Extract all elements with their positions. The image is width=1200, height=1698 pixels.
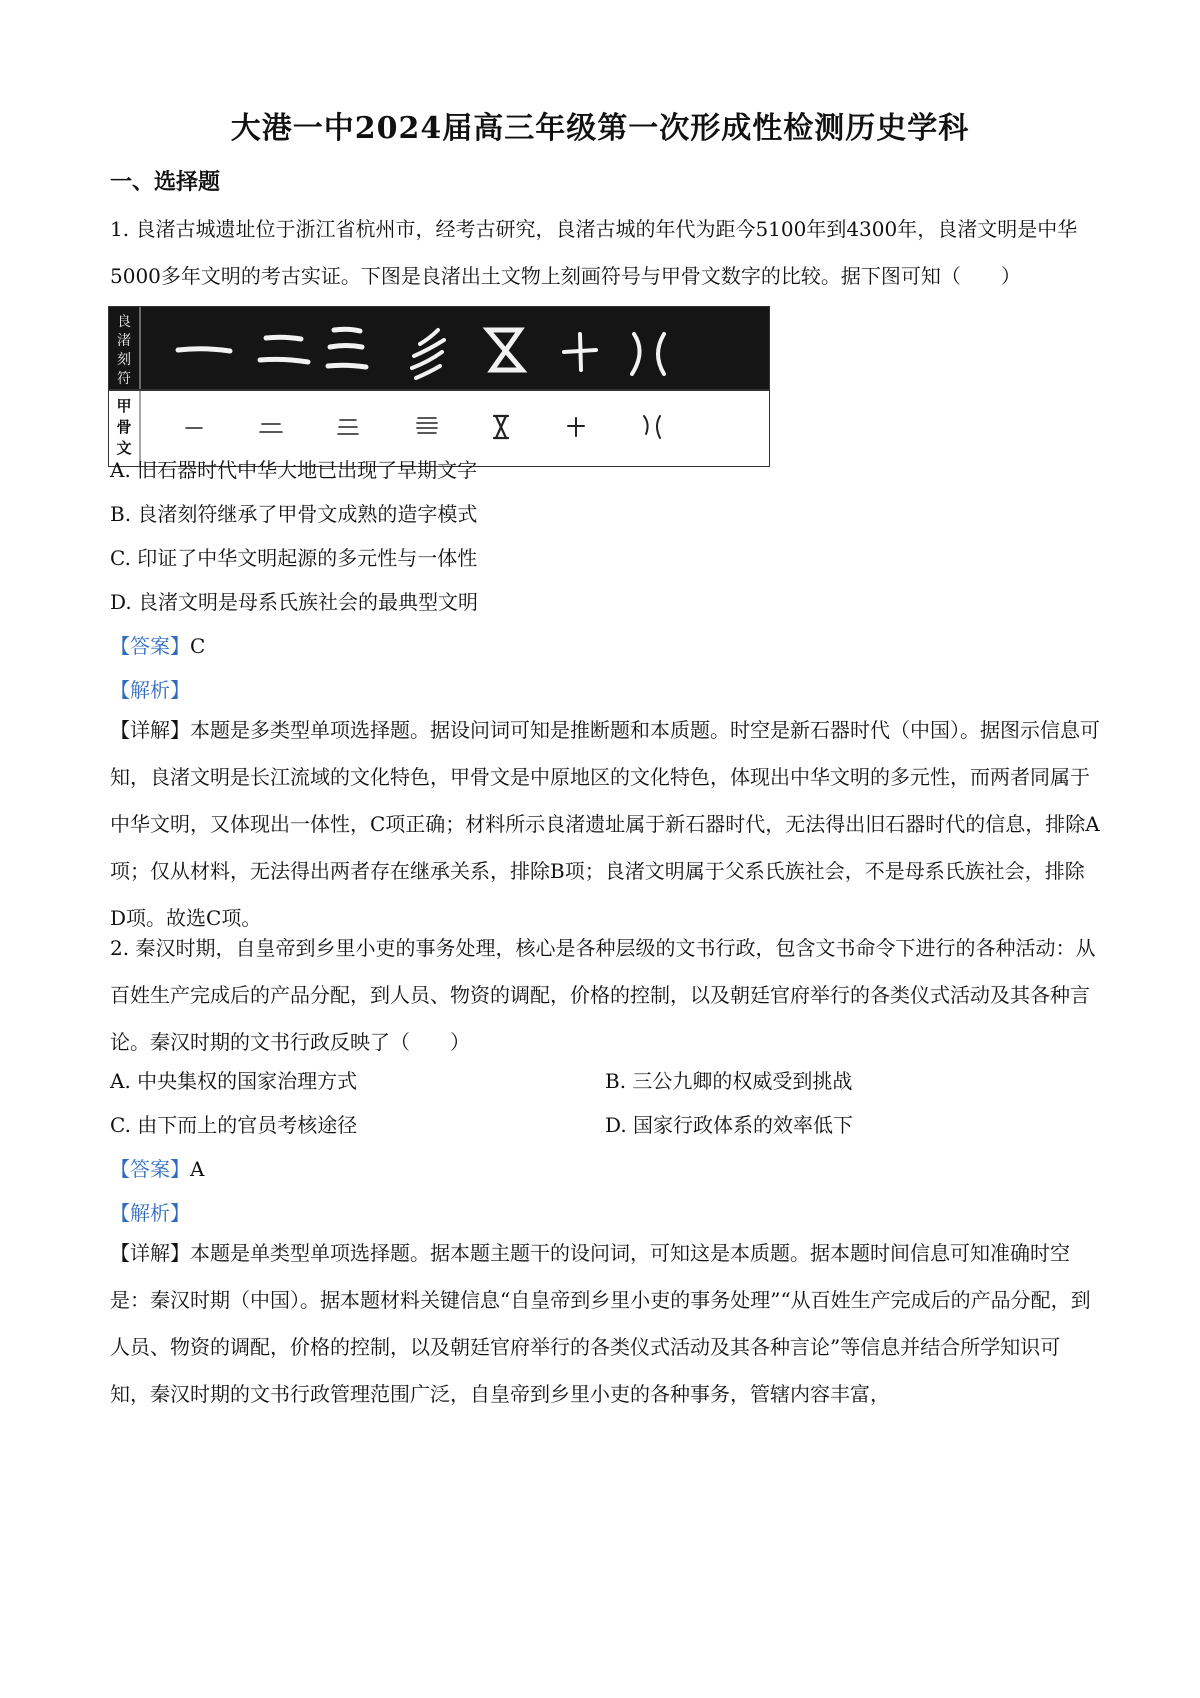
figure-label-row1-char: 刻 [117, 352, 131, 368]
q2-answer-line [110, 1154, 204, 1184]
q1-answer-value: C [190, 634, 206, 658]
q2-option-b: B. 三公九卿的权威受到挑战 [605, 1069, 853, 1093]
document-title: 大港一中2024届高三年级第一次形成性检测历史学科 [230, 111, 970, 146]
answer-tag: 【答案】 [110, 634, 190, 658]
q2-stem: 2. 秦汉时期，自皇帝到乡里小吏的事务处理，核心是各种层级的文书行政，包含文书命令下进行的各种活动：从百姓生产完成后的产品分配，到人员、物资的调配，价格的控制，以及朝廷官府举行的各类仪式活动及其各种言论。秦汉时期的文书行政反映了（ ） [110, 936, 1096, 1054]
figure-label-row2-char: 骨 [116, 418, 132, 436]
q1-answer-line [110, 631, 205, 661]
q2-analysis-tag [110, 1198, 190, 1228]
analysis-tag: 【解析】 [110, 1201, 190, 1225]
q1-option-a: A. 旧石器时代中华大地已出现了早期文字 [110, 458, 478, 482]
analysis-tag: 【解析】 [110, 678, 190, 702]
section-heading: 一、选择题 [110, 169, 221, 195]
figure-label-row2-char: 甲 [116, 397, 132, 415]
q1-detail-text: 本题是多类型单项选择题。据设问词可知是推断题和本质题。时空是新石器时代（中国）。据图示信息可知，良渚文明是长江流域的文化特色，甲骨文是中原地区的文化特色，体现出中华文明的多元性，而两者同属于中华文明，又体现出一体性，C项正确；材料所示良渚遗址属于新石器时代，无法得出旧石器时代的信息，排除A项；仅从材料，无法得出两者存在继承关系，排除B项；良渚文明属于父系氏族社会，不是母系氏族社会，排除D项。故选C项。 [110, 718, 1100, 930]
figure-label-row1-char: 渚 [117, 333, 131, 349]
figure-label-row1-char: 符 [117, 371, 131, 387]
q2-detail-text: 本题是单类型单项选择题。据本题主题干的设问词，可知这是本质题。据本题时间信息可知准确时空是：秦汉时期（中国）。据本题材料关键信息“自皇帝到乡里小吏的事务处理”“从百姓生产完成后的产品分配，到人员、物资的调配，价格的控制，以及朝廷官府举行的各类仪式活动及其各种言论”等信息并结合所学知识可知，秦汉时期的文书行政管理范围广泛，自皇帝到乡里小吏的各种事务，管辖内容丰富， [110, 1241, 1091, 1406]
q1-option-d: D. 良渚文明是母系氏族社会的最典型文明 [110, 590, 479, 614]
figure-label-row1-char: 良 [117, 314, 131, 330]
q1-detail [110, 707, 1100, 942]
carved-symbol-one [178, 349, 230, 351]
q1-option-b: B. 良渚刻符继承了甲骨文成熟的造字模式 [110, 502, 478, 526]
detail-tag: 【详解】 [110, 718, 190, 742]
q1-option-c: C. 印证了中华文明起源的多元性与一体性 [110, 546, 478, 570]
answer-tag: 【答案】 [110, 1157, 190, 1181]
q1-stem: 1. 良渚古城遗址位于浙江省杭州市，经考古研究，良渚古城的年代为距今5100年到4300年，良渚文明是中华5000多年文明的考古实证。下图是良渚出土文物上刻画符号与甲骨文数字的比较。据下图可知（ ） [110, 217, 1078, 288]
q2-option-a: A. 中央集权的国家治理方式 [110, 1069, 358, 1093]
q2-option-d: D. 国家行政体系的效率低下 [605, 1113, 854, 1137]
q1-figure-symbol-comparison [108, 306, 770, 467]
figure-label-row2-char: 文 [116, 439, 132, 457]
detail-tag: 【详解】 [110, 1241, 190, 1265]
q2-option-c: C. 由下而上的官员考核途径 [110, 1113, 358, 1137]
q2-detail [110, 1230, 1100, 1418]
q1-analysis-tag [110, 675, 190, 705]
q2-answer-value: A [190, 1157, 205, 1181]
